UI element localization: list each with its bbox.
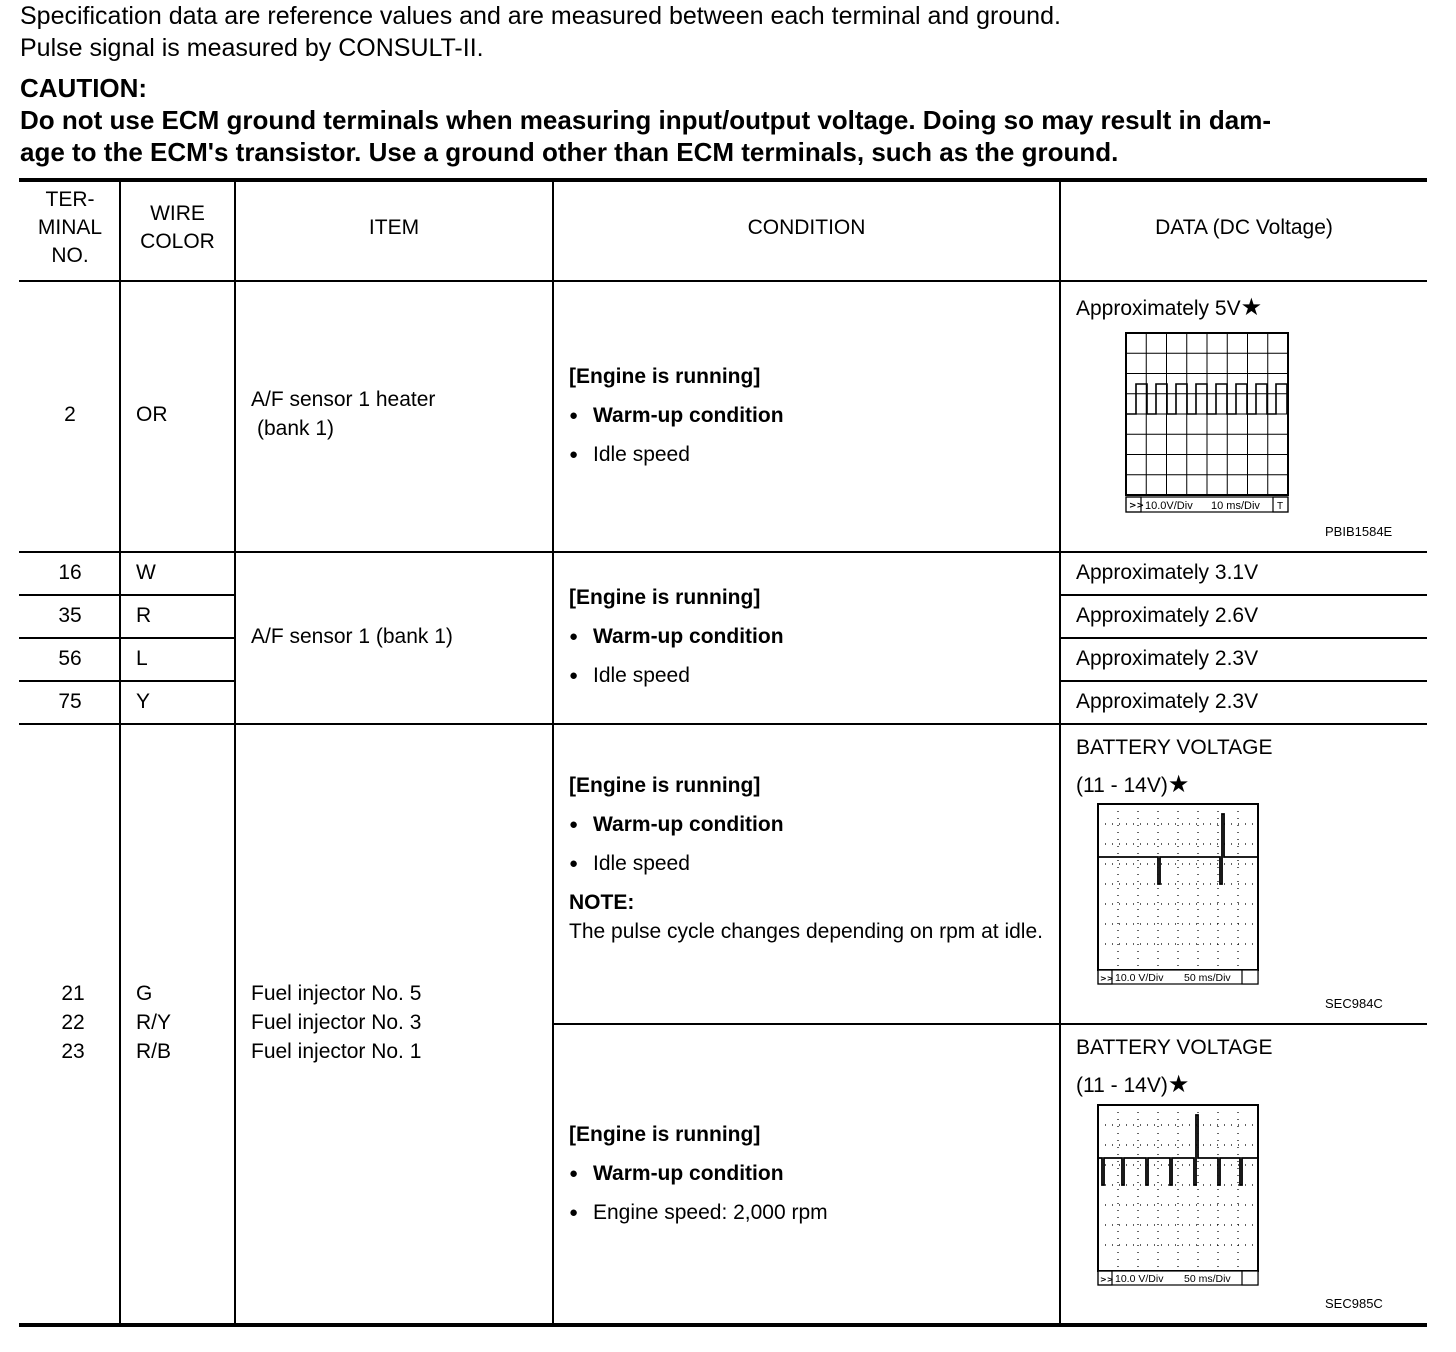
col-divider (1059, 180, 1061, 1325)
caution-title: CAUTION: (20, 73, 148, 103)
intro (20, 0, 1440, 168)
data-value: Approximately 2.3V (1076, 647, 1259, 670)
figure-code: PBIB1584E (1325, 524, 1393, 539)
table-bottom-rule (19, 1323, 1427, 1327)
cond-title: [Engine is running] (569, 365, 761, 388)
item-af-sensor: A/F sensor 1 (bank 1) (251, 625, 453, 648)
header-condition: CONDITION (747, 216, 866, 239)
row-divider (19, 551, 1427, 553)
scope-time: 10 ms/Div (1211, 500, 1260, 512)
cond-title: [Engine is running] (569, 774, 761, 797)
item-list (251, 979, 421, 1066)
col-divider (119, 180, 121, 1325)
header-wire-l1: WIRE (150, 202, 205, 225)
cond-title: [Engine is running] (569, 586, 761, 609)
row-divider (19, 594, 235, 596)
svg-text:>>: >> (1100, 1275, 1114, 1284)
terminal-no: 21 (61, 982, 85, 1005)
item-injector: Fuel injector No. 1 (251, 1040, 422, 1063)
cond-bullet: ● Warm-up condition (569, 810, 1051, 839)
row-divider (552, 1023, 1427, 1025)
svg-text:>>: >> (1129, 501, 1145, 511)
data-value: Approximately 2.3V (1076, 690, 1259, 713)
wire-color: Y (136, 690, 151, 713)
data-row3a (1076, 729, 1272, 804)
caution-line-1: Do not use ECM ground terminals when measuring input/output voltage. Doing so may result in dam- (20, 105, 1271, 135)
scope-scale: 10.0 V/Div (1115, 1273, 1164, 1285)
caution-line-2: age to the ECM's transistor. Use a ground other than ECM terminals, such as the ground. (20, 137, 1119, 167)
data-row3b (1076, 1029, 1272, 1104)
terminal-no: 35 (58, 604, 82, 627)
star-icon: ★ (1167, 1071, 1190, 1098)
item-injector: Fuel injector No. 3 (251, 1011, 422, 1034)
wire-color: R/Y (136, 1011, 172, 1034)
wire-color: L (136, 647, 148, 670)
item-line-1: A/F sensor 1 heater (251, 388, 436, 411)
table-top-rule (19, 178, 1427, 182)
row-divider (19, 280, 1427, 282)
item-af-heater (251, 385, 435, 443)
wire-color: W (136, 561, 156, 584)
header-terminal-l2: MINAL (37, 216, 103, 239)
cond-bullet: ● Idle speed (569, 661, 784, 690)
header-wire-l2: COLOR (140, 230, 215, 253)
condition-row2 (569, 583, 784, 700)
cond-bullet: ● Warm-up condition (569, 622, 784, 651)
wire-list (136, 979, 171, 1066)
terminal-no: 75 (58, 690, 82, 713)
oscilloscope-trace-sec985c (1094, 1101, 1264, 1289)
header-terminal-l3: NO. (51, 244, 89, 267)
spec-note: Specification data are reference values and are measured between each terminal and ground. (20, 2, 1061, 30)
row-divider (19, 680, 235, 682)
terminal-no: 2 (64, 403, 76, 426)
data-value: (11 - 14V) (1076, 774, 1168, 797)
data-value: Approximately 3.1V (1076, 561, 1259, 584)
cond-title: [Engine is running] (569, 1123, 761, 1146)
col-divider (234, 180, 236, 1325)
scope-time: 50 ms/Div (1184, 972, 1231, 984)
cond-bullet: ● Warm-up condition (569, 401, 784, 430)
svg-text:>>: >> (1100, 974, 1114, 983)
item-injector: Fuel injector No. 5 (251, 982, 422, 1005)
item-line-2: (bank 1) (257, 417, 335, 440)
terminal-no: 16 (58, 561, 82, 584)
cond-bullet: ● Idle speed (569, 849, 1051, 878)
data-value: Approximately 2.6V (1076, 604, 1259, 627)
svg-text:T: T (1277, 501, 1284, 512)
oscilloscope-trace-pbib1584e (1120, 330, 1292, 515)
row-divider (1059, 637, 1427, 639)
wire-color: R (136, 604, 152, 627)
row-divider (19, 637, 235, 639)
terminal-no: 23 (61, 1040, 85, 1063)
header-terminal (21, 186, 119, 270)
oscilloscope-trace-sec984c (1094, 800, 1264, 988)
note-text: The pulse cycle changes depending on rpm at idle. (569, 920, 1043, 943)
row-divider (1059, 594, 1427, 596)
condition-row1 (569, 362, 784, 479)
cond-bullet: ● Warm-up condition (569, 1159, 828, 1188)
scope-scale: 10.0 V/Div (1115, 972, 1164, 984)
header-terminal-l1: TER- (45, 188, 95, 211)
data-value: BATTERY VOLTAGE (1076, 1036, 1273, 1059)
condition-row3a (569, 771, 1051, 956)
scope-time: 50 ms/Div (1184, 1273, 1231, 1285)
condition-row3b (569, 1120, 828, 1237)
data-row1 (1076, 293, 1262, 323)
note-title: NOTE: (569, 891, 635, 914)
data-value: (11 - 14V) (1076, 1074, 1168, 1097)
wire-color: OR (136, 403, 168, 426)
wire-color: R/B (136, 1040, 172, 1063)
header-wire-color (121, 200, 234, 256)
data-value: Approximately 5V (1076, 297, 1241, 320)
star-icon: ★ (1240, 294, 1263, 321)
terminal-list (21, 979, 125, 1066)
row-divider (1059, 680, 1427, 682)
cond-bullet: ● Engine speed: 2,000 rpm (569, 1198, 828, 1227)
row-divider (19, 723, 1427, 725)
terminal-no: 22 (61, 1011, 85, 1034)
cond-bullet: ● Idle speed (569, 440, 784, 469)
star-icon: ★ (1167, 771, 1190, 798)
wire-color: G (136, 982, 153, 1005)
figure-code: SEC984C (1325, 996, 1383, 1011)
col-divider (552, 180, 554, 1325)
figure-code: SEC985C (1325, 1296, 1383, 1311)
header-data: DATA (DC Voltage) (1155, 216, 1333, 239)
data-value: BATTERY VOLTAGE (1076, 736, 1273, 759)
pulse-note: Pulse signal is measured by CONSULT-II. (20, 34, 484, 62)
terminal-no: 56 (58, 647, 82, 670)
scope-scale: 10.0V/Div (1145, 500, 1193, 512)
header-item: ITEM (368, 216, 420, 239)
